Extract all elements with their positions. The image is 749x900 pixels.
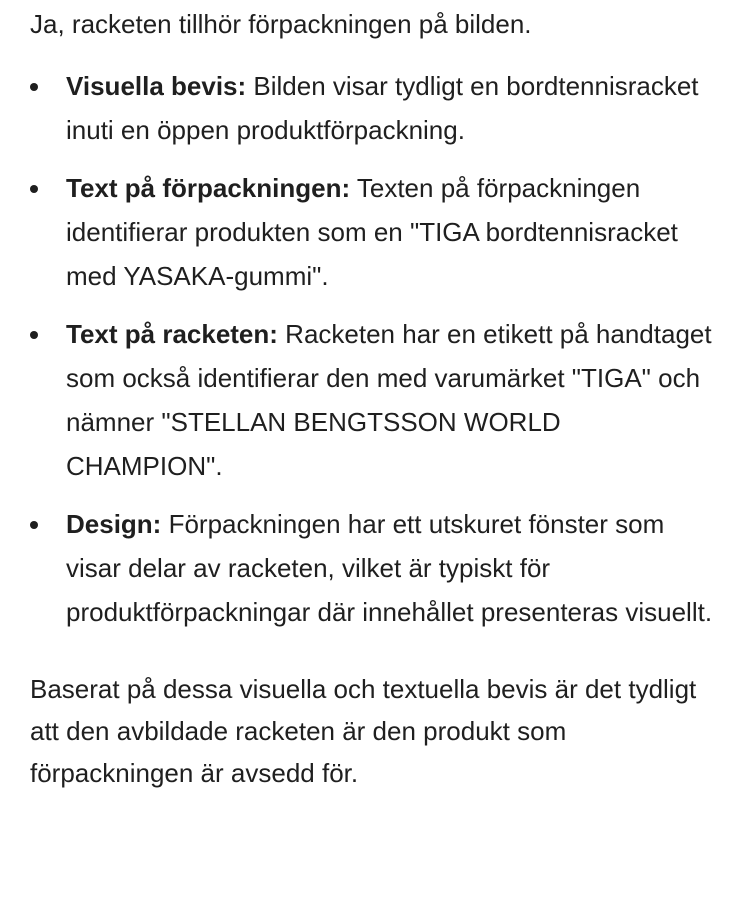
bullet-dot-icon bbox=[30, 83, 38, 91]
evidence-list bbox=[30, 64, 719, 634]
bullet-dot-icon bbox=[30, 521, 38, 529]
bullet-text: Texten på förpackningen identifierar produkten som en "TIGA bordtennisracket med YASAKA-gummi". bbox=[66, 173, 678, 291]
bullet-heading: Text på förpackningen: bbox=[66, 173, 351, 203]
bullet-dot-icon bbox=[30, 331, 38, 339]
bullet-heading: Text på racketen: bbox=[66, 319, 278, 349]
bullet-heading: Visuella bevis: bbox=[66, 71, 247, 101]
list-item bbox=[30, 312, 719, 488]
list-item bbox=[30, 64, 719, 152]
bullet-dot-icon bbox=[30, 185, 38, 193]
bullet-text: Bilden visar tydligt en bordtennisracket inuti en öppen produktförpackning. bbox=[66, 71, 699, 145]
list-item bbox=[30, 166, 719, 298]
bullet-text: Förpackningen har ett utskuret fönster som visar delar av racketen, vilket är typiskt för produktförpackningar där innehållet presenteras visuellt. bbox=[66, 509, 713, 627]
list-item bbox=[30, 502, 719, 634]
bullet-heading: Design: bbox=[66, 509, 162, 539]
bullet-text: Racketen har en etikett på handtaget som också identifierar den med varumärket "TIGA" och nämner "STELLAN BENGTSSON WORLD CHAMPION". bbox=[66, 319, 712, 481]
intro-paragraph: Ja, racketen tillhör förpackningen på bilden. bbox=[30, 9, 532, 39]
conclusion-paragraph: Baserat på dessa visuella och textuella bevis är det tydligt att den avbildade racketen är den produkt som förpackningen är avsedd för. bbox=[30, 674, 697, 788]
